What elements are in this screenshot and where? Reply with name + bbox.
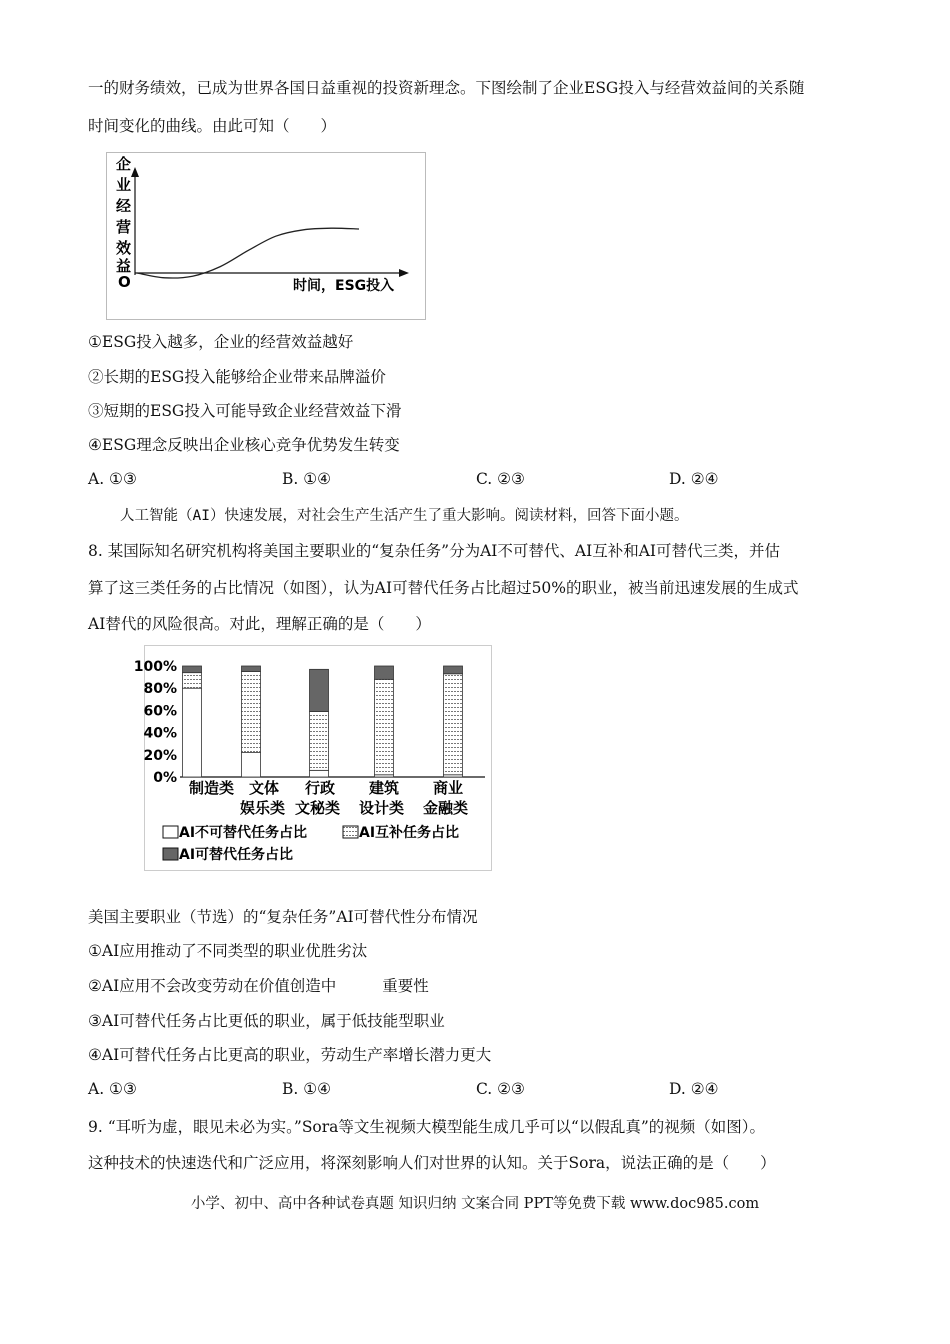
- y-tick-label: 40%: [143, 725, 177, 742]
- q9-stem-line-1: 9. “耳听为虚，眼见未必为实。”Sora等文生视频大模型能生成几乎可以“以假乱真”的视频（如图）。: [88, 1118, 766, 1136]
- ai-bar-chart-svg: [133, 646, 491, 870]
- category-label: 商业: [433, 779, 464, 797]
- category-label: 娱乐类: [240, 799, 286, 817]
- q8-item-1: ①AI应用推动了不同类型的职业优胜劣汰: [88, 942, 368, 960]
- esg-curve-line: [137, 228, 359, 278]
- category-label: 金融类: [423, 799, 469, 817]
- bar-segment-irreplaceable: [310, 770, 329, 777]
- q8-item-4: ④AI可替代任务占比更高的职业，劳动生产率增长潜力更大: [88, 1046, 492, 1064]
- bar-segment-complementary: [444, 674, 463, 775]
- q8-item-2: [88, 976, 429, 996]
- q7-item-2: ②长期的ESG投入能够给企业带来品牌溢价: [88, 368, 386, 386]
- y-label-char: 经: [116, 197, 132, 215]
- bar-segment-complementary: [310, 712, 329, 771]
- q8-item-2-part-b: 重要性: [382, 977, 429, 995]
- bar-segment-replaceable: [242, 666, 261, 672]
- category-label: 文体: [249, 779, 280, 797]
- y-tick-label: 80%: [143, 681, 177, 698]
- y-tick-label: 0%: [153, 770, 177, 786]
- q7-stem-line-2: 时间变化的曲线。由此可知（ ）: [88, 117, 337, 135]
- bar-segment-complementary: [242, 672, 261, 753]
- y-label-char: 业: [116, 176, 132, 194]
- y-label-char: 营: [116, 218, 132, 236]
- q7-stem-line-1: 一的财务绩效，已成为世界各国日益重视的投资新理念。下图绘制了企业ESG投入与经营效益间的关系随: [88, 79, 805, 97]
- material-lead: 人工智能（AI）快速发展，对社会生产生活产生了重大影响。阅读材料，回答下面小题。: [120, 508, 689, 524]
- bar-segment-complementary: [375, 679, 394, 774]
- figure-ai-bar-chart: [133, 645, 492, 871]
- q8-option-d[interactable]: D. ②④: [669, 1080, 719, 1098]
- category-label: 文秘类: [295, 799, 341, 817]
- q7-option-b[interactable]: B. ①④: [282, 470, 332, 488]
- legend-swatch-irreplaceable: [163, 826, 178, 838]
- q7-item-1: ①ESG投入越多，企业的经营效益越好: [88, 333, 354, 351]
- y-axis-label: [116, 155, 131, 275]
- y-tick-label: 100%: [133, 659, 177, 675]
- category-label: 行政: [305, 779, 336, 797]
- q7-item-4: ④ESG理念反映出企业核心竞争优势发生转变: [88, 436, 400, 454]
- q8-option-a[interactable]: A. ①③: [88, 1080, 137, 1098]
- y-label-char: 效: [116, 239, 132, 257]
- legend-label: AI不可替代任务占比: [179, 825, 308, 841]
- bar-segment-replaceable: [375, 666, 394, 679]
- q7-option-a[interactable]: A. ①③: [88, 470, 137, 488]
- q9-stem-line-2: 这种技术的快速迭代和广泛应用，将深刻影响人们对世界的认知。关于Sora，说法正确的是（ ）: [88, 1154, 776, 1172]
- bar-segment-irreplaceable: [242, 753, 261, 777]
- q8-stem-line-1: 8. 某国际知名研究机构将美国主要职业的“复杂任务”分为AI不可替代、AI互补和AI可替代三类，并估: [88, 542, 781, 560]
- category-label: 设计类: [359, 799, 405, 817]
- bar-segment-replaceable: [310, 669, 329, 711]
- bar-segment-replaceable: [444, 666, 463, 674]
- y-label-char: 益: [116, 257, 132, 275]
- q7-option-c[interactable]: C. ②③: [476, 470, 525, 488]
- q8-option-c[interactable]: C. ②③: [476, 1080, 525, 1098]
- x-axis-arrow: [399, 269, 409, 277]
- figure-esg-curve: [106, 152, 426, 320]
- origin-label: O: [118, 273, 131, 291]
- figure-caption: 美国主要职业（节选）的“复杂任务”AI可替代性分布情况: [88, 908, 478, 926]
- q8-stem-line-3: AI替代的风险很高。对此，理解正确的是（ ）: [88, 615, 431, 633]
- legend-label: AI互补任务占比: [359, 825, 460, 841]
- legend: [163, 824, 459, 863]
- q7-option-d[interactable]: D. ②④: [669, 470, 719, 488]
- y-axis-arrow: [131, 167, 139, 177]
- bar-segment-irreplaceable: [183, 688, 202, 777]
- y-tick-label: 20%: [143, 747, 177, 764]
- x-axis-label: 时间，ESG投入: [293, 278, 395, 294]
- q8-stem-line-2: 算了这三类任务的占比情况（如图），认为AI可替代任务占比超过50%的职业，被当前迅速发展的生成式: [88, 579, 799, 597]
- page-footer: 小学、初中、高中各种试卷真题 知识归纳 文案合同 PPT等免费下载 www.doc985.com: [190, 1196, 760, 1212]
- y-label-char: 企: [116, 155, 132, 173]
- category-label: 制造类: [189, 779, 235, 797]
- legend-swatch-complementary: [343, 826, 358, 838]
- legend-swatch-replaceable: [163, 848, 178, 860]
- q8-item-2-part-a: ②AI应用不会改变劳动在价值创造中: [88, 977, 337, 995]
- y-tick-label: 60%: [143, 703, 177, 720]
- esg-curve-svg: [107, 153, 425, 319]
- q8-option-b[interactable]: B. ①④: [282, 1080, 332, 1098]
- q8-item-3: ③AI可替代任务占比更低的职业，属于低技能型职业: [88, 1012, 445, 1030]
- bar-segment-complementary: [183, 673, 202, 689]
- bar-segment-replaceable: [183, 666, 202, 673]
- category-label: 建筑: [369, 779, 400, 797]
- q7-item-3: ③短期的ESG投入可能导致企业经营效益下滑: [88, 402, 402, 420]
- legend-label: AI可替代任务占比: [179, 847, 294, 863]
